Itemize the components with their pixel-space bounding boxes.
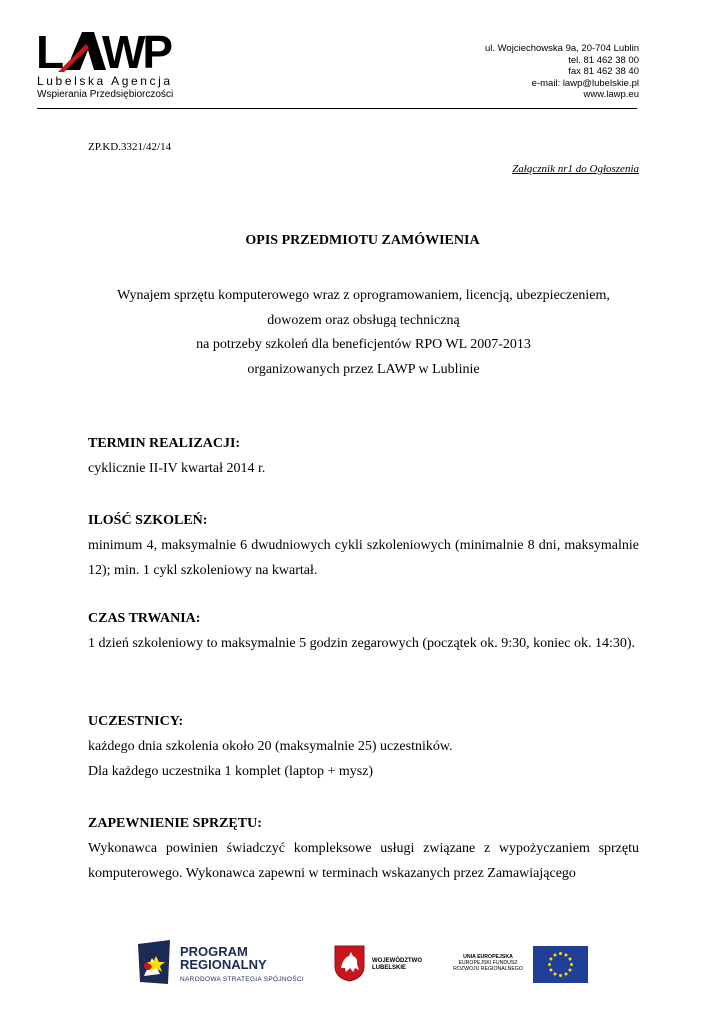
eu-star-icon	[554, 973, 557, 976]
subject-line: na potrzeby szkoleń dla beneficjentów RPO WL 2007-2013	[196, 337, 531, 352]
section-heading: CZAS TRWANIA:	[88, 611, 201, 626]
section-heading: UCZESTNICY:	[88, 714, 184, 729]
eu-star-icon	[549, 958, 552, 961]
voivodeship-label	[372, 958, 422, 972]
eu-star-icon	[559, 974, 562, 977]
eu-star-icon	[570, 963, 573, 966]
eu-star-icon	[559, 952, 562, 955]
section-paragraph: Dla każdego uczestnika 1 komplet (laptop + mysz)	[88, 764, 374, 779]
eu-star-icon	[549, 969, 552, 972]
section-uczestnicy	[88, 709, 639, 784]
logo-subtitle-line1: Lubelska Agencja	[37, 74, 173, 88]
contact-website[interactable]: www.lawp.eu	[583, 89, 639, 100]
annex-label: Załącznik nr1 do Ogłoszenia	[512, 163, 639, 175]
section-zapewnienie-sprzetu	[88, 811, 639, 886]
eu-line1: UNIA EUROPEJSKA	[463, 954, 513, 960]
program-line2: REGIONALNY	[180, 957, 267, 972]
contact-address: ul. Wojciechowska 9a, 20-704 Lublin	[484, 43, 639, 54]
lawp-logo-wordmark	[36, 30, 181, 74]
lawp-logo-a-icon	[58, 32, 106, 72]
eu-star-icon	[565, 953, 568, 956]
eu-star-icon	[569, 958, 572, 961]
section-heading: TERMIN REALIZACJI:	[88, 436, 241, 451]
eu-line2: EUROPEJSKI FUNDUSZ	[458, 960, 518, 967]
subject-line: dowozem oraz obsługą techniczną	[267, 312, 460, 328]
reference-number: ZP.KD.3321/42/14	[88, 141, 172, 153]
contact-email[interactable]: e-mail: lawp@lubelskie.pl	[531, 77, 639, 89]
footer-logos	[0, 930, 725, 1000]
voivodeship-line2: LUBELSKIE	[372, 965, 407, 971]
contact-fax: fax 81 462 38 40	[568, 66, 639, 77]
contact-phone: tel. 81 462 38 00	[568, 54, 639, 66]
subject-line: Wynajem sprzętu komputerowego wraz z oprogramowaniem, licencją, ubezpieczeniem,	[117, 288, 610, 303]
contact-block	[485, 43, 639, 101]
program-regionalny-title	[180, 945, 267, 971]
voivodeship-line1: WOJEWÓDZTWO	[372, 958, 422, 964]
logo-subtitle-line2: Wspierania Przedsiębiorczości	[37, 89, 174, 100]
lawp-logo	[36, 30, 196, 105]
section-paragraph: Wykonawca powinien świadczyć kompleksowe usługi związane z wypożyczaniem sprzętu komputerowego. Wykonawca zapewni w terminach wskazanych przez Zamawiającego	[88, 841, 639, 881]
section-paragraph: minimum 4, maksymalnie 6 dwudniowych cykli szkoleniowych (minimalnie 8 dni, maksymalnie 12); min. 1 cykl szkoleniowy na kwartał.	[88, 538, 639, 578]
eu-star-icon	[565, 973, 568, 976]
section-heading: ILOŚĆ SZKOLEŃ:	[88, 513, 208, 528]
eu-fund-label	[450, 954, 526, 973]
subject-line: organizowanych przez LAWP w Lublinie	[247, 361, 480, 377]
program-regionalny-logo-icon	[134, 936, 174, 988]
document-title: OPIS PRZEDMIOTU ZAMÓWIENIA	[245, 233, 480, 248]
section-termin-realizacji	[88, 431, 639, 481]
section-paragraph: każdego dnia szkolenia około 20 (maksymalnie 25) uczestników.	[88, 739, 453, 754]
program-line1: PROGRAM	[180, 944, 248, 959]
svg-text:WP: WP	[102, 30, 171, 74]
eu-flag-icon	[533, 946, 588, 983]
section-paragraph: cyklicznie II-IV kwartał 2014 r.	[88, 461, 266, 476]
eu-star-icon	[569, 969, 572, 972]
header-divider	[37, 108, 637, 109]
eu-star-icon	[548, 963, 551, 966]
program-regionalny-subtitle: NARODOWA STRATEGIA SPÓJNOŚCI	[180, 976, 304, 983]
section-paragraph: 1 dzień szkoleniowy to maksymalnie 5 godzin zegarowych (początek ok. 9:30, koniec ok. 14:30).	[88, 636, 636, 651]
lubelskie-crest-icon	[333, 944, 366, 982]
document-subject	[88, 284, 639, 382]
eu-star-icon	[554, 953, 557, 956]
eu-line3: ROZWOJU REGIONALNEGO	[453, 966, 523, 973]
section-ilosc-szkolen	[88, 508, 639, 583]
section-czas-trwania	[88, 606, 639, 656]
section-heading: ZAPEWNIENIE SPRZĘTU:	[88, 816, 262, 831]
svg-text:L: L	[36, 30, 62, 74]
